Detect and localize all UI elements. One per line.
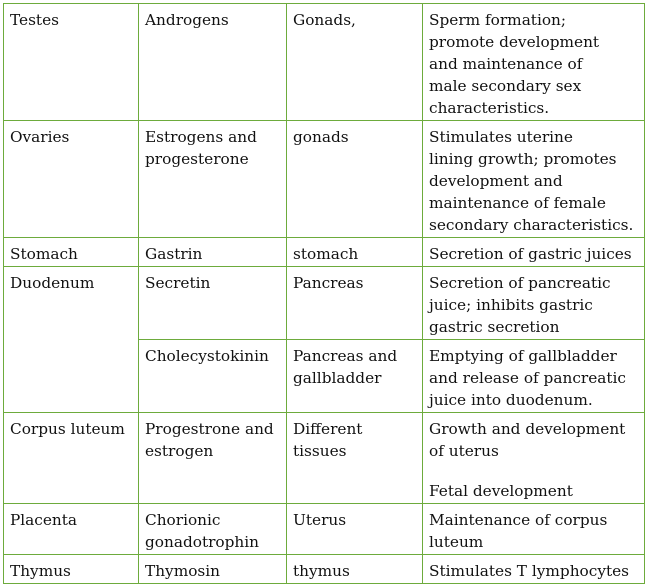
target-cell: Pancreas [287,267,423,340]
gland-cell: Duodenum [4,267,139,413]
hormone-table [3,3,645,584]
hormone-cell: Thymosin [139,555,287,584]
function-cell: Secretion of pancreatic juice; inhibits gastric gastric secretion [423,267,645,340]
gland-cell: Testes [4,4,139,121]
target-cell: thymus [287,555,423,584]
table-row [4,555,645,584]
target-cell: stomach [287,238,423,267]
function-text-fetal: Fetal development [429,482,573,500]
gland-cell: Stomach [4,238,139,267]
gland-cell: Ovaries [4,121,139,238]
gland-cell: Placenta [4,504,139,555]
function-cell: Maintenance of corpus luteum [423,504,645,555]
table-row [4,238,645,267]
function-cell: Secretion of gastric juices [423,238,645,267]
function-cell: Stimulates T lymphocytes [423,555,645,584]
function-cell: Emptying of gallbladder and release of pancreatic juice into duodenum. [423,340,645,413]
function-cell [423,413,645,504]
hormone-cell: Cholecystokinin [139,340,287,413]
table-row [4,504,645,555]
hormone-cell: Estrogens and progesterone [139,121,287,238]
target-cell: Uterus [287,504,423,555]
hormone-cell: Chorionic gonadotrophin [139,504,287,555]
function-cell: Stimulates uterine lining growth; promotes development and maintenance of female secondary characteristics. [423,121,645,238]
function-cell: Sperm formation; promote development and maintenance of male secondary sex characteristics. [423,4,645,121]
function-text-uterus: Growth and development of uterus [429,420,626,460]
gland-cell: Corpus luteum [4,413,139,504]
target-cell: Pancreas and gallbladder [287,340,423,413]
target-cell: Different tissues [287,413,423,504]
hormone-cell: Gastrin [139,238,287,267]
table-row [4,413,645,504]
table-row [4,121,645,238]
table-row [4,4,645,121]
hormone-cell: Secretin [139,267,287,340]
hormone-cell: Androgens [139,4,287,121]
hormone-cell: Progestrone and estrogen [139,413,287,504]
gland-cell: Thymus [4,555,139,584]
table-row [4,267,645,340]
target-cell: gonads [287,121,423,238]
target-cell: Gonads, [287,4,423,121]
